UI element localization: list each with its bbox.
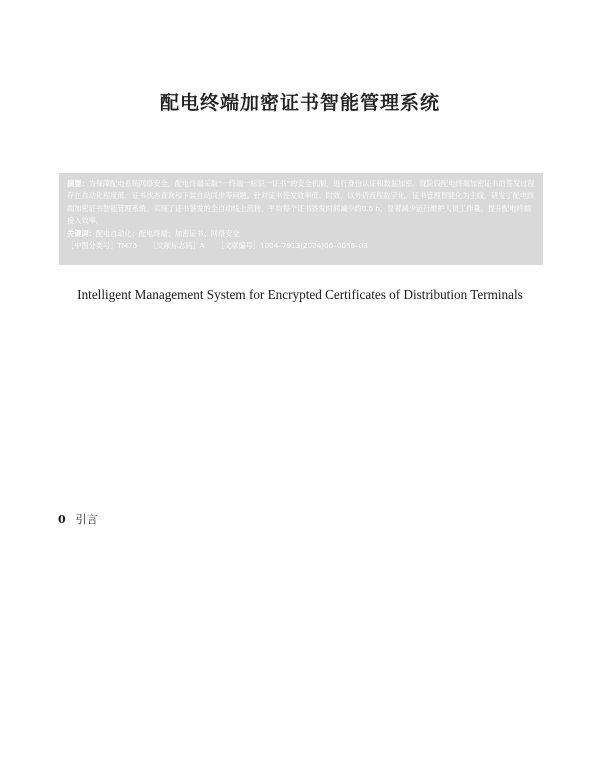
keywords-text: 配电自动化；配电终端；加密证书；网络安全 xyxy=(95,228,240,238)
keywords-label: 关键词： xyxy=(67,228,96,238)
article-number: ［文章编号］1004–7913(2024)06–0056–03 xyxy=(216,241,368,251)
section-heading xyxy=(58,511,98,527)
abstract-label: 摘要： xyxy=(67,179,89,188)
paper-title: 配电终端加密证书智能管理系统 xyxy=(159,92,440,114)
section-number: 0 xyxy=(58,513,66,526)
clc-number: ［中图分类号］TM76 xyxy=(67,241,138,251)
section-title: 引言 xyxy=(75,513,98,526)
abstract-box xyxy=(59,173,543,265)
abstract-text: 为保障配电系统网络安全，配电终端采取“一终端一标识一证书”的安全机制，进行身份认证和数据加密。现阶段配电终端加密证书的签发过程存在自动化程度低、证书状态查询和下装自动同步等问题。针对证书签发效率低、时效，以外借流程数字化、证书管理智能化为主线，研发了配电终端加密证书智能管理系统。实现了证书签发的全自动线上流转，平均每个证书签发时间减少约0.6 h，显著减少运行维护人员工作量，提升配电终端接入效率。 xyxy=(67,179,535,226)
classification-line xyxy=(67,240,535,252)
english-title: Intelligent Management System for Encrypted Certificates of Distribution Terminals xyxy=(77,287,523,302)
keywords-line xyxy=(67,228,535,240)
document-code: ［文献标志码］A xyxy=(149,241,205,251)
